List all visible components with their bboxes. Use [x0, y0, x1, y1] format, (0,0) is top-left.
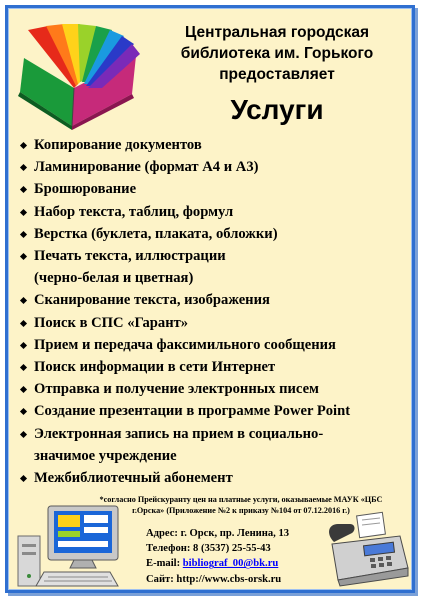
bullet-icon	[20, 475, 27, 482]
open-book-icon	[16, 22, 142, 132]
page-title: Услуги	[230, 94, 324, 125]
service-item: Межбиблиотечный абонемент	[18, 467, 410, 489]
email-link[interactable]: bibliograf_00@bk.ru	[182, 558, 279, 570]
email-line	[146, 556, 346, 571]
footnote-line-1: *согласно Прейскуранту цен на платные услуги, оказываемые МАУК «ЦБС	[99, 495, 383, 504]
service-item: Брошюрование	[18, 178, 410, 200]
poster	[5, 5, 415, 593]
service-item: Печать текста, иллюстрации	[18, 245, 410, 267]
email-label: E-mail:	[146, 558, 183, 570]
address: Адрес: г. Орск, пр. Ленина, 13	[146, 528, 290, 539]
bullet-icon	[20, 142, 27, 149]
header	[146, 22, 408, 85]
bullet-icon	[20, 386, 27, 393]
bullet-icon	[20, 209, 27, 216]
service-item: Набор текста, таблиц, формул	[18, 201, 410, 223]
service-item: Поиск информации в сети Интернет	[18, 356, 410, 378]
service-item: Ламинирование (формат А4 и А3)	[18, 156, 410, 178]
bullet-icon	[20, 231, 27, 238]
bullet-icon	[20, 186, 27, 193]
website: Сайт: http://www.cbs-orsk.ru	[146, 573, 282, 585]
bullet-icon	[20, 297, 27, 304]
bullet-icon	[20, 342, 27, 349]
footnote-line-2: г.Орска» (Приложение №2 к приказу №104 от 07.12.2016 г.)	[132, 506, 350, 515]
service-item-continuation: значимое учреждение	[34, 447, 177, 464]
service-item: Сканирование текста, изображения	[18, 289, 410, 311]
header-line-3: предоставляет	[219, 66, 335, 83]
bullet-icon	[20, 164, 27, 171]
bullet-icon	[20, 253, 27, 260]
header-line-2: библиотека им. Горького	[180, 45, 374, 62]
header-line-1: Центральная городская	[184, 24, 369, 41]
computer-icon	[14, 500, 124, 592]
service-item-continuation: (черно-белая и цветная)	[34, 270, 194, 287]
service-item: Копирование документов	[18, 134, 410, 156]
services-list	[18, 134, 410, 489]
phone: Телефон: 8 (3537) 25-55-43	[146, 543, 271, 555]
service-item: Верстка (буклета, плаката, обложки)	[18, 223, 410, 245]
bullet-icon	[20, 408, 27, 415]
service-item: Прием и передача факсимильного сообщения	[18, 334, 410, 356]
fax-machine-icon	[324, 510, 412, 588]
service-item: Отправка и получение электронных писем	[18, 378, 410, 400]
contacts	[146, 526, 346, 587]
bullet-icon	[20, 320, 27, 327]
bullet-icon	[20, 364, 27, 371]
service-item: Поиск в СПС «Гарант»	[18, 312, 410, 334]
service-item: Создание презентации в программе Power Point	[18, 400, 410, 422]
bullet-icon	[20, 431, 27, 438]
service-item: Электронная запись на прием в социально-	[18, 423, 410, 445]
